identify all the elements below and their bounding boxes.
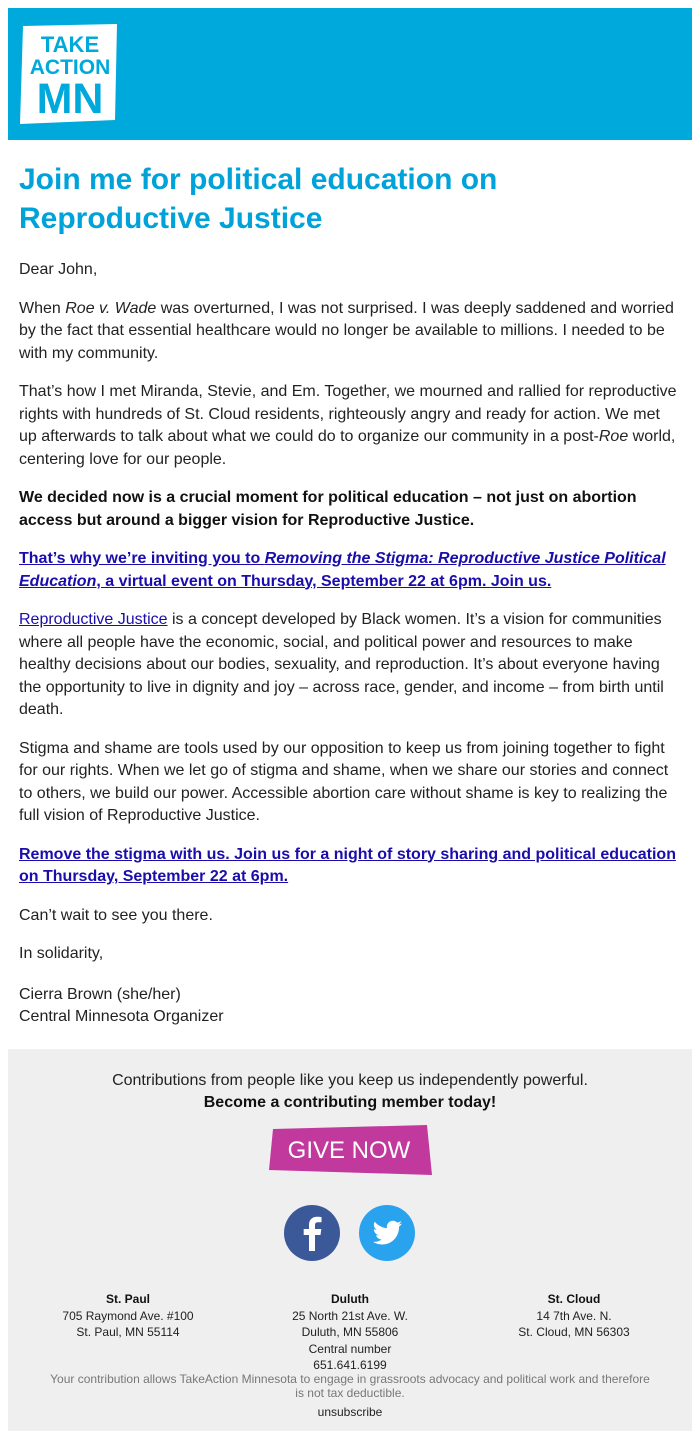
signature	[19, 984, 681, 1029]
reproductive-justice-link[interactable]: Reproductive Justice	[19, 611, 168, 628]
signature-name: Cierra Brown (she/her)	[19, 985, 181, 1003]
contribution-message	[8, 1070, 692, 1114]
give-now-button[interactable]	[269, 1125, 432, 1175]
logo-line-take: TAKE	[40, 32, 100, 57]
remove-stigma-paragraph[interactable]	[19, 844, 681, 889]
office-city: St. Paul	[105, 1292, 150, 1306]
unsubscribe-link[interactable]: unsubscribe	[317, 1405, 383, 1419]
contribution-cta: Become a contributing member today!	[203, 1094, 497, 1111]
office-address-line: Duluth, MN 55806	[301, 1325, 399, 1339]
signature-title: Central Minnesota Organizer	[19, 1008, 224, 1025]
central-phone-number: 651.641.6199	[313, 1358, 387, 1372]
office-address-line: 705 Raymond Ave. #100	[62, 1308, 194, 1323]
office-st-paul	[28, 1291, 228, 1341]
paragraph-roe: When Roe v. Wade was overturned, I was not surprised. I was deeply saddened and worried by the fact that essential healthcare would no longer be available to millions. I needed to be with my community.	[19, 299, 674, 362]
facebook-button[interactable]	[284, 1205, 340, 1261]
office-address-line: St. Cloud, MN 56303	[518, 1325, 630, 1339]
closing: In solidarity,	[19, 945, 104, 962]
office-address-line: 25 North 21st Ave. W.	[292, 1308, 408, 1323]
remove-stigma-link[interactable]: Remove the stigma with us. Join us for a night of story sharing and political education on Thursday, September 22 at 6pm.	[19, 845, 676, 885]
logo-line-action: ACTION	[29, 56, 111, 79]
contribution-line: Contributions from people like you keep us independently powerful.	[112, 1072, 588, 1089]
email-body	[19, 160, 681, 1029]
facebook-icon	[284, 1205, 340, 1261]
office-address-line: 14 7th Ave. N.	[536, 1308, 612, 1323]
central-number-label: Central number	[308, 1341, 392, 1356]
office-address-line: St. Paul, MN 55114	[76, 1325, 180, 1339]
paragraph-community: That’s how I met Miranda, Stevie, and Em. Together, we mourned and rallied for reproductive rights with hundreds of St. Cloud residents, righteously angry and ready for action. We met up afterwards to talk about what we could do to organize our community in a post-Roe world, centering love for our people.	[19, 383, 677, 468]
event-link[interactable]: That’s why we’re inviting you to Removing the Stigma: Reproductive Justice Political Education, a virtual event on Thursday, September 22 at 6pm. Join us.	[19, 550, 666, 590]
office-city: St. Cloud	[547, 1292, 601, 1306]
give-now-label: GIVE NOW	[287, 1137, 411, 1164]
office-st-cloud	[474, 1291, 674, 1341]
event-invite-link[interactable]	[19, 548, 681, 593]
email-header	[8, 8, 692, 140]
takeaction-mn-logo[interactable]	[20, 24, 120, 124]
twitter-icon	[359, 1205, 415, 1261]
greeting: Dear John,	[19, 261, 98, 278]
email-footer	[8, 1049, 692, 1431]
paragraph-crucial-moment: We decided now is a crucial moment for political education – not just on abortion access but around a bigger vision for Reproductive Justice.	[19, 489, 637, 529]
email-headline: Join me for political education on Reproductive Justice	[19, 163, 498, 235]
office-duluth	[250, 1291, 450, 1374]
paragraph-stigma: Stigma and shame are tools used by our opposition to keep us from joining together to fight for our rights. When we let go of stigma and shame, when we share our stories and connect to others, we build our power. Accessible abortion care without shame is key to realizing the full vision of Reproductive Justice.	[19, 739, 669, 824]
tax-disclaimer: Your contribution allows TakeAction Minnesota to engage in grassroots advocacy and political work and therefore is not tax deductible.	[50, 1372, 650, 1400]
see-you-there: Can’t wait to see you there.	[19, 906, 213, 924]
logo-line-mn: MN	[36, 75, 104, 123]
twitter-button[interactable]	[359, 1205, 415, 1261]
office-city: Duluth	[331, 1292, 369, 1306]
paragraph-reproductive-justice: Reproductive Justice is a concept developed by Black women. It’s a vision for communities where all people have the economic, social, and political power and resources to make healthy decisions about our bodies, sexuality, and reproduction. It’s about everyone having the opportunity to live in dignity and joy – across race, gender, and income – from birth until death.	[19, 611, 664, 718]
